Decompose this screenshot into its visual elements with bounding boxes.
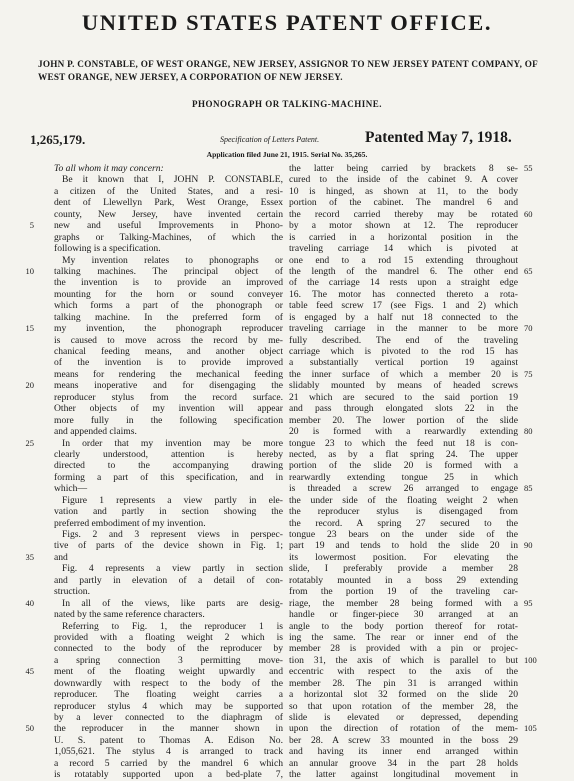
text-line: angle to the body portion thereof for rotat- xyxy=(289,620,518,632)
line-number xyxy=(524,506,552,517)
text-line: the record carried thereby may be rotated xyxy=(289,208,518,220)
text-line: and xyxy=(54,551,68,563)
line-number xyxy=(14,506,34,517)
text-line: upon the direction of rotation of the mem- xyxy=(289,723,518,735)
text-line: traveling carriage in the manner to be more xyxy=(289,323,518,335)
line-number xyxy=(14,529,34,540)
line-number xyxy=(14,483,34,494)
text-line: new and useful Improvements in Phono- xyxy=(54,220,283,232)
text-line: means for rendering the mechanical feeding xyxy=(54,368,283,380)
text-line: member 28 is provided with a pin or projec- xyxy=(289,643,518,655)
line-number: 80 xyxy=(524,426,533,437)
right-line-numbers xyxy=(524,163,552,781)
text-line: ment of the floating weight upwardly and xyxy=(54,666,283,678)
text-line: by a motor shown at 12. The reproducer xyxy=(289,220,518,232)
text-line: the invention is to provide an improved xyxy=(54,277,283,289)
text-line: tongue 23 bears on the under side of the xyxy=(289,529,518,540)
text-line: member 28. The pin 31 is arranged within xyxy=(289,677,518,689)
text-line: preferred embodiment of my invention. xyxy=(54,517,206,529)
line-number xyxy=(14,769,34,780)
line-number xyxy=(14,563,34,574)
line-number xyxy=(14,621,34,632)
left-text-column xyxy=(54,163,283,781)
text-line: 1,055,621. The stylus 4 is arranged to track xyxy=(54,746,283,758)
line-number xyxy=(14,232,34,243)
line-number xyxy=(524,289,552,300)
line-number xyxy=(14,689,34,700)
document-title: UNITED STATES PATENT OFFICE. xyxy=(81,10,493,35)
line-number xyxy=(14,335,34,346)
text-line: forming a part of this specification, and in xyxy=(54,471,283,483)
line-number xyxy=(524,232,552,243)
invention-subject: PHONOGRAPH OR TALKING-MACHINE. xyxy=(192,99,382,109)
text-line: ber 28. A screw 33 mounted in the boss 29 xyxy=(289,734,518,746)
line-number xyxy=(524,518,552,529)
line-number: 60 xyxy=(524,208,533,219)
text-line: the reproducer stylus is disengaged from xyxy=(289,506,518,518)
line-number xyxy=(14,415,34,426)
line-number xyxy=(524,609,552,620)
line-number xyxy=(14,586,34,597)
text-line: eccentric with respect to the axis of the xyxy=(289,666,518,678)
text-line: reproducer. The floating weight carries a xyxy=(54,689,283,701)
line-number xyxy=(524,380,552,391)
line-number: 75 xyxy=(524,368,533,379)
text-line: of the carriage 14 rests upon a straight edge xyxy=(289,277,518,289)
text-line: portion of the cabinet. The mandrel 6 and xyxy=(289,197,518,209)
line-number xyxy=(524,552,552,563)
text-line: an annular groove 34 in the part 28 holds xyxy=(289,757,518,769)
line-number xyxy=(14,472,34,483)
line-number xyxy=(14,163,34,174)
line-number: 40 xyxy=(25,597,34,608)
line-number: 10 xyxy=(25,265,34,276)
text-line: 21 which are secured to the said portion 19 xyxy=(289,391,518,403)
application-line: Application filed June 21, 1915. Serial No. 35,265. xyxy=(206,150,368,159)
text-line: 10 is hinged, as shown at 11, to the body xyxy=(289,185,518,197)
text-line: To all whom it may concern: xyxy=(54,163,164,174)
line-number: 70 xyxy=(524,323,533,334)
text-line: tongue 23 to which the feed nut 18 is con- xyxy=(289,437,518,449)
text-line: which— xyxy=(54,483,88,495)
line-number xyxy=(14,575,34,586)
line-number xyxy=(14,369,34,380)
line-number: 35 xyxy=(25,551,34,562)
text-line: the latter against longitudinal movement in xyxy=(289,769,518,781)
line-number xyxy=(524,586,552,597)
text-line: nected, as by a flat spring 24. The upper xyxy=(289,448,518,460)
line-number: 65 xyxy=(524,265,533,276)
line-number xyxy=(14,392,34,403)
text-line: talking machine. In the preferred form of xyxy=(54,311,283,323)
line-number: 85 xyxy=(524,483,533,494)
text-line: a substantially vertical portion 19 against xyxy=(289,357,518,369)
line-number xyxy=(524,495,552,506)
text-line: Referring to Fig. 1, the reproducer 1 is xyxy=(62,620,283,632)
line-number xyxy=(14,632,34,643)
text-line: chanical feeding means, and another object xyxy=(54,346,283,357)
patented-date: Patented May 7, 1918. xyxy=(365,129,512,146)
text-line: connected to the body of the reproducer by xyxy=(54,643,283,655)
line-number xyxy=(14,758,34,769)
line-number: 95 xyxy=(524,597,533,608)
text-line: and having its inner end arranged within xyxy=(289,746,518,758)
line-number: 25 xyxy=(25,437,34,448)
line-number xyxy=(524,758,552,769)
text-line: a spring connection 3 permitting move- xyxy=(54,654,283,666)
text-line: is rotatably supported upon a bed-plate 7, xyxy=(54,769,283,781)
line-number xyxy=(524,300,552,311)
line-number xyxy=(14,746,34,757)
text-line: Other objects of my invention will appear xyxy=(54,403,283,415)
text-line: from the portion 19 of the traveling car- xyxy=(289,586,518,598)
text-line: and pass through elongated slots 22 in the xyxy=(289,403,518,415)
line-number: 55 xyxy=(524,163,533,173)
line-number xyxy=(524,735,552,746)
line-number xyxy=(524,415,552,426)
line-number: 105 xyxy=(524,723,537,734)
text-line: following is a specification. xyxy=(54,243,161,255)
text-line: graphs or Talking-Machines, of which the xyxy=(54,231,283,243)
line-number xyxy=(524,529,552,540)
line-number xyxy=(14,540,34,551)
text-line: part 19 and tends to hold the slide 20 in xyxy=(289,540,518,552)
text-line: reproducer stylus from the record surface. xyxy=(54,391,283,403)
text-line: and appended claims. xyxy=(54,426,137,438)
line-number xyxy=(14,243,34,254)
text-line: which forms a part of the phonograph or xyxy=(54,300,283,312)
patent-number: 1,265,179. xyxy=(30,132,86,147)
text-line: is carried in a horizontal position in the xyxy=(289,231,518,243)
line-number xyxy=(524,632,552,643)
text-line: the reproducer in the manner shown in xyxy=(54,723,283,735)
line-number xyxy=(524,186,552,197)
line-number xyxy=(14,357,34,368)
right-text-column xyxy=(289,163,518,781)
text-line: fully described. The end of the traveling xyxy=(289,334,518,346)
line-number xyxy=(524,174,552,185)
line-number xyxy=(14,346,34,357)
line-number xyxy=(14,300,34,311)
line-number: 90 xyxy=(524,540,533,551)
text-line: is engaged by a half nut 18 connected to the xyxy=(289,311,518,323)
line-number xyxy=(14,403,34,414)
text-line: slidably mounted by means of headed screws xyxy=(289,380,518,392)
line-number xyxy=(14,277,34,288)
line-number xyxy=(14,655,34,666)
line-number xyxy=(14,495,34,506)
specification-label: Specification of Letters Patent. xyxy=(220,135,320,144)
text-line: struction. xyxy=(54,586,90,598)
line-number xyxy=(14,643,34,654)
text-line: In all of the views, like parts are desig- xyxy=(62,597,283,609)
line-number xyxy=(524,701,552,712)
text-line: 20 is formed with a rearwardly extending xyxy=(289,426,518,438)
line-number: 20 xyxy=(25,380,34,391)
line-number xyxy=(524,449,552,460)
text-line: the latter being carried by brackets 8 se- xyxy=(289,163,518,174)
line-number xyxy=(14,186,34,197)
line-number xyxy=(524,666,552,677)
text-line: 16. The motor has connected thereto a rota- xyxy=(289,288,518,300)
text-line: reproducer stylus 4 which may be supported xyxy=(54,700,283,712)
text-line: handle or finger-piece 30 arranged at an xyxy=(289,609,518,621)
line-number xyxy=(14,701,34,712)
line-number xyxy=(524,472,552,483)
text-line: slide, I preferably provide a member 28 xyxy=(289,563,518,575)
line-number xyxy=(14,426,34,437)
line-number xyxy=(524,197,552,208)
text-line: its lowermost position. For elevating the xyxy=(289,551,518,563)
line-number xyxy=(524,621,552,632)
text-line: traveling carriage 14 which is pivoted at xyxy=(289,243,518,255)
text-line: is caused to move across the record by me- xyxy=(54,334,283,346)
line-number xyxy=(14,209,34,220)
line-number xyxy=(524,460,552,471)
line-number xyxy=(524,712,552,723)
line-number xyxy=(14,518,34,529)
line-number xyxy=(524,243,552,254)
assignment-line: JOHN P. CONSTABLE, OF WEST ORANGE, NEW JERSEY, ASSIGNOR TO NEW JERSEY PATENT COMPANY, OF WEST ORANGE, NEW JERSEY, A CORPORATION OF NEW JERSEY. xyxy=(38,59,538,82)
line-number xyxy=(14,174,34,185)
line-number xyxy=(14,712,34,723)
line-number: 100 xyxy=(524,654,537,665)
line-number xyxy=(524,392,552,403)
line-number xyxy=(14,255,34,266)
line-number: 5 xyxy=(29,220,34,231)
line-number xyxy=(524,643,552,654)
line-number xyxy=(524,689,552,700)
line-number xyxy=(524,746,552,757)
text-line: a citizen of the United States, and a resi- xyxy=(54,185,283,197)
line-number xyxy=(524,277,552,288)
line-number xyxy=(524,438,552,449)
text-line: rotatably mounted in a boss 29 extending xyxy=(289,574,518,586)
text-line: cured to the inside of the cabinet 9. A cover xyxy=(289,174,518,186)
text-line: carriage which is pivoted to the rod 15 has xyxy=(289,346,518,357)
line-number xyxy=(524,357,552,368)
line-number xyxy=(14,449,34,460)
text-line: talking machines. The principal object of xyxy=(54,265,283,277)
text-line: so that upon rotation of the member 28, the xyxy=(289,700,518,712)
text-line: downwardly with respect to the body of the xyxy=(54,677,283,689)
text-line: a record 5 carried by the mandrel 6 which xyxy=(54,757,283,769)
text-line: my invention, the phonograph reproducer xyxy=(54,323,283,335)
text-line: dent of Llewellyn Park, West Orange, Essex xyxy=(54,197,283,209)
left-line-numbers xyxy=(14,163,34,781)
text-line: more fully in the following specification xyxy=(54,414,283,426)
text-line: the length of the mandrel 6. The other end xyxy=(289,265,518,277)
text-line: My invention relates to phonographs or xyxy=(62,254,283,266)
line-number: 15 xyxy=(25,323,34,334)
text-line: the under side of the floating weight 2 when xyxy=(289,494,518,506)
text-line: county, New Jersey, have invented certain xyxy=(54,208,283,220)
text-line: the record. A spring 27 secured to the xyxy=(289,517,518,529)
line-number xyxy=(524,220,552,231)
text-line: rearwardly extending tongue 25 in which xyxy=(289,471,518,483)
text-line: and partly in elevation of a detail of con- xyxy=(54,574,283,586)
line-number xyxy=(14,735,34,746)
text-line: tive of parts of the device shown in Fig. 1; xyxy=(54,540,283,552)
line-number xyxy=(524,346,552,357)
line-number xyxy=(524,575,552,586)
text-line: slide is elevated or depressed, depending xyxy=(289,712,518,723)
text-line: provided with a floating weight 2 which is xyxy=(54,631,283,643)
text-line: is threaded a screw 26 arranged to engage xyxy=(289,483,518,495)
text-line: tion 31, the axis of which is parallel to but xyxy=(289,654,518,666)
line-number xyxy=(524,312,552,323)
line-number xyxy=(524,769,552,780)
text-line: In order that my invention may be more xyxy=(62,437,283,449)
text-line: directed to the accompanying drawing xyxy=(54,460,283,472)
text-line: the inner surface of which a member 20 is xyxy=(289,368,518,380)
line-number xyxy=(524,255,552,266)
line-number xyxy=(14,197,34,208)
line-number xyxy=(524,403,552,414)
line-number xyxy=(14,609,34,620)
text-line: table feed screw 17 (see Figs. 1 and 2) which xyxy=(289,300,518,312)
text-line: clearly understood, attention is hereby xyxy=(54,448,283,460)
line-number xyxy=(14,460,34,471)
text-line: Fig. 4 represents a view partly in section xyxy=(62,563,283,575)
text-line: mounting for the horn or sound conveyer xyxy=(54,288,283,300)
text-line: U. S. patent to Thomas A. Edison No. xyxy=(54,734,283,746)
line-number xyxy=(524,563,552,574)
text-line: ing the same. The rear or inner end of the xyxy=(289,631,518,643)
text-line: vation and partly in section showing the xyxy=(54,506,283,518)
line-number xyxy=(524,335,552,346)
text-line: of the invention is to provide improved xyxy=(54,357,283,369)
line-number xyxy=(14,312,34,323)
text-line: Figure 1 represents a view partly in ele- xyxy=(62,494,283,506)
text-line: riage, the member 28 being formed with a xyxy=(289,597,518,609)
line-number xyxy=(524,678,552,689)
line-number: 50 xyxy=(25,723,34,734)
line-number xyxy=(14,678,34,689)
text-line: portion of the slide 20 is formed with a xyxy=(289,460,518,472)
text-line: one end to a rod 15 extending throughout xyxy=(289,254,518,266)
text-line: a horizontal slot 32 formed on the slide 20 xyxy=(289,689,518,701)
line-number xyxy=(14,289,34,300)
text-line: Figs. 2 and 3 represent views in perspec- xyxy=(62,529,283,540)
text-line: means inoperative and for disengaging the xyxy=(54,380,283,392)
text-line: nated by the same reference characters. xyxy=(54,609,205,621)
text-line: Be it known that I, JOHN P. CONSTABLE, xyxy=(62,174,283,186)
text-line: by a lever connected to the diaphragm of xyxy=(54,712,283,723)
line-number: 45 xyxy=(25,666,34,677)
text-line: member 20. The lower portion of the slide xyxy=(289,414,518,426)
